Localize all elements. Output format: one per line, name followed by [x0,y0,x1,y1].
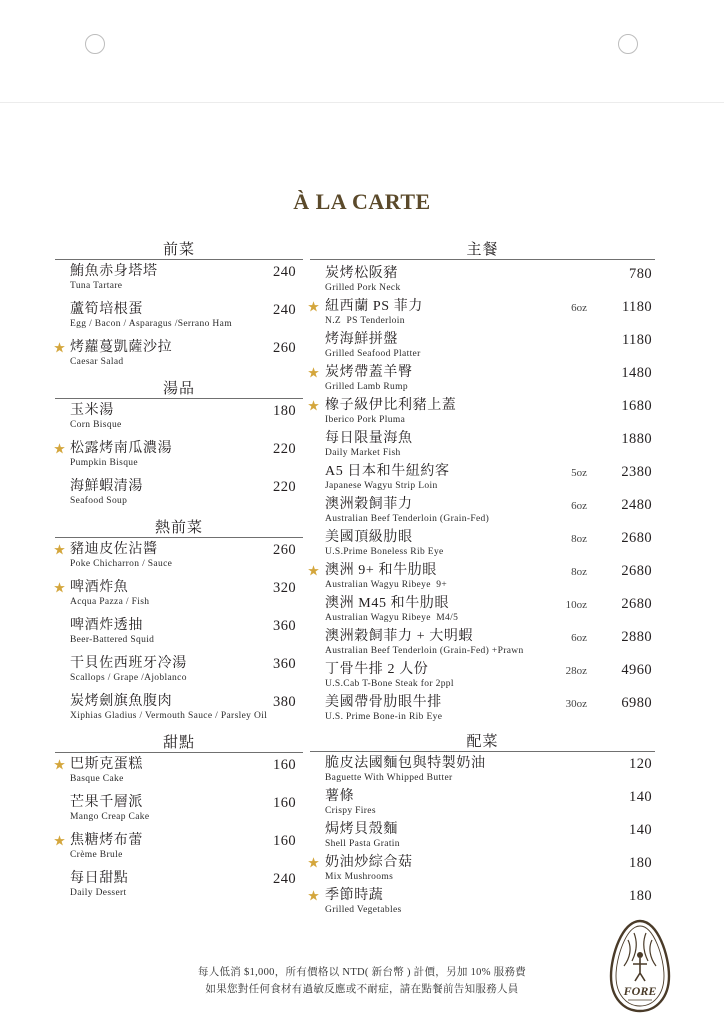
star-icon [308,565,319,576]
item-english-name: Scallops / Grape /Ajoblanco [70,673,187,683]
item-name: 炭烤帶蓋羊臀 [325,365,413,380]
right-menu-column [310,235,655,917]
item-price: 220 [273,479,296,495]
item-name: 豬迪皮佐沾醬 [70,542,158,557]
menu-item-line [310,855,655,871]
star-icon [54,342,65,353]
item-portion: 8oz [571,533,587,545]
item-name: 丁骨牛排 2 人份 [325,662,429,677]
item-price: 160 [273,757,296,773]
menu-item-line [310,596,655,612]
star-shape [308,565,319,575]
menu-item-line [55,656,303,672]
item-price: 4960 [621,662,652,678]
logo-figure-body [633,958,647,981]
menu-item-line [55,302,303,318]
menu-item [310,752,655,785]
item-price: 160 [273,833,296,849]
item-english-name: Australian Beef Tenderloin (Grain-Fed) +Prawn [325,646,524,656]
item-portion: 6oz [571,500,587,512]
item-english-name: Mix Mushrooms [325,872,394,882]
menu-item [55,399,303,437]
star-shape [54,759,65,769]
item-english-name: Mango Creap Cake [70,812,150,822]
menu-item-line [55,479,303,495]
item-name: 烤海鮮拼盤 [325,332,398,347]
item-name: 干貝佐西班牙冷湯 [70,656,187,671]
menu-item [310,326,655,359]
star-icon [308,857,319,868]
menu-item-line [310,822,655,838]
item-english-name: U.S.Cab T-Bone Steak for 2ppl [325,679,454,689]
item-name: 紐西蘭 PS 菲力 [325,299,423,314]
item-portion: 6oz [571,302,587,314]
item-price: 1180 [621,299,652,315]
item-name: 炭烤劍旗魚腹肉 [70,694,173,709]
item-english-name: Grilled Lamb Rump [325,382,408,392]
menu-item-line [55,618,303,634]
menu-item [55,614,303,652]
item-portion: 30oz [565,698,587,710]
item-english-name: Australian Beef Tenderloin (Grain-Fed) [325,514,490,524]
item-price: 1880 [621,431,652,447]
item-english-name: Crispy Fires [325,806,376,816]
item-portion: 28oz [565,665,587,677]
menu-item-line [310,365,655,381]
item-name: 澳洲穀飼菲力 [325,497,413,512]
star-icon [54,544,65,555]
item-portion: 8oz [571,566,587,578]
item-price: 360 [273,656,296,672]
section-heading: 前菜 [55,235,303,260]
item-english-name: N.Z PS Tenderloin [325,316,405,326]
item-english-name: Shell Pasta Gratin [325,839,400,849]
item-name: 每日限量海魚 [325,431,413,446]
item-price: 2680 [621,530,652,546]
menu-item [310,689,655,722]
menu-item-line [55,833,303,849]
item-english-name: Corn Bisque [70,420,122,430]
punch-hole-right [618,34,638,54]
item-name: 海鮮蝦清湯 [70,479,143,494]
menu-item [310,818,655,851]
item-english-name: Japanese Wagyu Strip Loin [325,481,438,491]
fore-logo [608,918,672,1014]
item-name: 薯條 [325,789,355,804]
menu-item-line [55,403,303,419]
menu-item-line [310,497,655,513]
item-english-name: Daily Dessert [70,888,127,898]
menu-item-line [55,264,303,280]
item-name: 蘆筍培根蛋 [70,302,143,317]
menu-item-line [310,332,655,348]
star-icon [308,367,319,378]
item-price: 180 [273,403,296,419]
item-name: 澳洲 9+ 和牛肋眼 [325,563,437,578]
menu-item [55,336,303,374]
star-shape [54,342,65,352]
menu-item [55,260,303,298]
item-price: 2680 [621,596,652,612]
item-price: 180 [629,855,652,871]
section-heading: 主餐 [310,235,655,260]
item-price: 780 [629,266,652,282]
footer-minimum-charge-note: 每人低消 $1,000，所有價格以 NTD( 新台幣 ) 計價，另加 10% 服務費 [197,967,527,978]
star-shape [308,400,319,410]
menu-section [55,374,303,513]
item-english-name: Egg / Bacon / Asparagus /Serrano Ham [70,319,232,329]
item-price: 1180 [621,332,652,348]
menu-item [310,656,655,689]
section-heading: 配菜 [310,727,655,752]
item-price: 2380 [621,464,652,480]
section-heading: 熱前菜 [55,513,303,538]
menu-item-line [310,431,655,447]
star-shape [54,544,65,554]
star-icon [54,443,65,454]
item-price: 380 [273,694,296,710]
item-name: 脆皮法國麵包與特製奶油 [325,756,486,771]
item-english-name: Acqua Pazza / Fish [70,597,150,607]
item-name: 美國帶骨肋眼牛排 [325,695,442,710]
item-english-name: Iberico Pork Pluma [325,415,406,425]
menu-item-line [310,398,655,414]
item-english-name: Australian Wagyu Ribeye M4/5 [325,613,459,623]
menu-item [310,557,655,590]
menu-item [310,359,655,392]
star-icon [308,890,319,901]
menu-item-line [55,795,303,811]
menu-item-line [310,299,655,315]
menu-item [55,753,303,791]
menu-section [55,728,303,905]
star-shape [308,890,319,900]
menu-item [55,298,303,336]
item-price: 1680 [621,398,652,414]
menu-item-line [55,757,303,773]
menu-title: À LA CARTE [293,189,431,214]
item-name: 季節時蔬 [325,888,384,903]
item-price: 160 [273,795,296,811]
item-price: 240 [273,264,296,280]
item-name: 美國頂級肋眼 [325,530,413,545]
item-price: 120 [629,756,652,772]
item-price: 2880 [621,629,652,645]
item-english-name: Grilled Vegetables [325,905,402,915]
menu-item-line [310,695,655,711]
item-portion: 5oz [571,467,587,479]
punch-hole-left [85,34,105,54]
item-name: 奶油炒綜合菇 [325,855,413,870]
menu-item-line [310,888,655,904]
menu-section [55,235,303,374]
menu-item [310,884,655,917]
menu-item [310,524,655,557]
item-price: 260 [273,542,296,558]
menu-item-line [310,266,655,282]
item-name: 橡子級伊比利豬上蓋 [325,398,457,413]
item-english-name: Basque Cake [70,774,124,784]
menu-item [55,829,303,867]
item-english-name: U.S.Prime Boneless Rib Eye [325,547,444,557]
item-price: 6980 [621,695,652,711]
menu-item [310,590,655,623]
menu-item [310,425,655,458]
menu-item-line [55,340,303,356]
item-price: 220 [273,441,296,457]
menu-item [55,576,303,614]
menu-item [55,652,303,690]
item-english-name: Daily Market Fish [325,448,401,458]
menu-section [55,513,303,728]
item-portion: 10oz [565,599,587,611]
star-shape [308,301,319,311]
star-shape [54,835,65,845]
menu-item-line [310,789,655,805]
star-shape [308,367,319,377]
item-name: 芒果千層派 [70,795,143,810]
item-english-name: Crème Brule [70,850,123,860]
star-icon [54,759,65,770]
item-portion: 6oz [571,632,587,644]
item-price: 240 [273,302,296,318]
star-icon [54,582,65,593]
item-english-name: Beer-Battered Squid [70,635,155,645]
item-english-name: Caesar Salad [70,357,124,367]
section-heading: 甜點 [55,728,303,753]
logo-wordmark: FORE [623,984,657,998]
menu-item [55,538,303,576]
left-menu-column [55,235,303,905]
item-price: 140 [629,789,652,805]
item-price: 2480 [621,497,652,513]
star-shape [54,443,65,453]
item-price: 1480 [621,365,652,381]
item-price: 2680 [621,563,652,579]
item-english-name: Pumpkin Bisque [70,458,138,468]
menu-item [310,851,655,884]
menu-item [310,293,655,326]
menu-item-line [310,464,655,480]
item-price: 240 [273,871,296,887]
menu-item-line [310,662,655,678]
menu-item-line [55,441,303,457]
item-name: 玉米湯 [70,403,114,418]
item-name: 啤酒炸魚 [70,580,129,595]
item-price: 360 [273,618,296,634]
menu-item [310,260,655,293]
item-name: 巴斯克蛋糕 [70,757,143,772]
item-english-name: Seafood Soup [70,496,128,506]
menu-item [55,791,303,829]
menu-item-line [55,694,303,710]
item-name: 焗烤貝殼麵 [325,822,398,837]
item-english-name: Baguette With Whipped Butter [325,773,453,783]
footer-allergy-note: 如果您對任何食材有過敏反應或不耐症，請在點餐前告知服務人員 [205,984,519,995]
item-price: 260 [273,340,296,356]
star-icon [308,400,319,411]
item-name: 焦糖烤布蕾 [70,833,143,848]
logo-figure-head [637,952,643,958]
menu-item [310,785,655,818]
item-name: A5 日本和牛紐約客 [325,464,450,479]
item-name: 澳洲 M45 和牛肋眼 [325,596,450,611]
menu-item-line [310,629,655,645]
menu-item [310,623,655,656]
item-english-name: Australian Wagyu Ribeye 9+ [325,580,448,590]
menu-item [55,867,303,905]
menu-item [55,437,303,475]
menu-item [310,458,655,491]
menu-item [55,690,303,728]
item-price: 320 [273,580,296,596]
item-english-name: Poke Chicharron / Sauce [70,559,173,569]
item-name: 鮪魚赤身塔塔 [70,264,158,279]
item-price: 140 [629,822,652,838]
item-name: 啤酒炸透抽 [70,618,143,633]
menu-item-line [55,580,303,596]
fold-line [0,102,724,103]
item-english-name: Xiphias Gladius / Vermouth Sauce / Parsley Oil [70,711,268,721]
star-icon [54,835,65,846]
star-shape [308,857,319,867]
star-icon [308,301,319,312]
item-name: 炭烤松阪豬 [325,266,398,281]
menu-section [310,235,655,722]
menu-item [310,392,655,425]
star-shape [54,582,65,592]
section-heading: 湯品 [55,374,303,399]
item-english-name: Tuna Tartare [70,281,123,291]
item-name: 每日甜點 [70,871,129,886]
menu-item-line [310,530,655,546]
item-name: 松露烤南瓜濃湯 [70,441,173,456]
menu-item-line [55,871,303,887]
item-english-name: Grilled Seafood Platter [325,349,421,359]
menu-section [310,727,655,917]
item-price: 180 [629,888,652,904]
menu-item-line [310,563,655,579]
item-name: 澳洲穀飼菲力 + 大明蝦 [325,629,474,644]
menu-item-line [55,542,303,558]
item-english-name: U.S. Prime Bone-in Rib Eye [325,712,443,722]
menu-item [55,475,303,513]
item-english-name: Grilled Pork Neck [325,283,401,293]
item-name: 烤蘿蔓凱薩沙拉 [70,340,173,355]
menu-item-line [310,756,655,772]
menu-item [310,491,655,524]
